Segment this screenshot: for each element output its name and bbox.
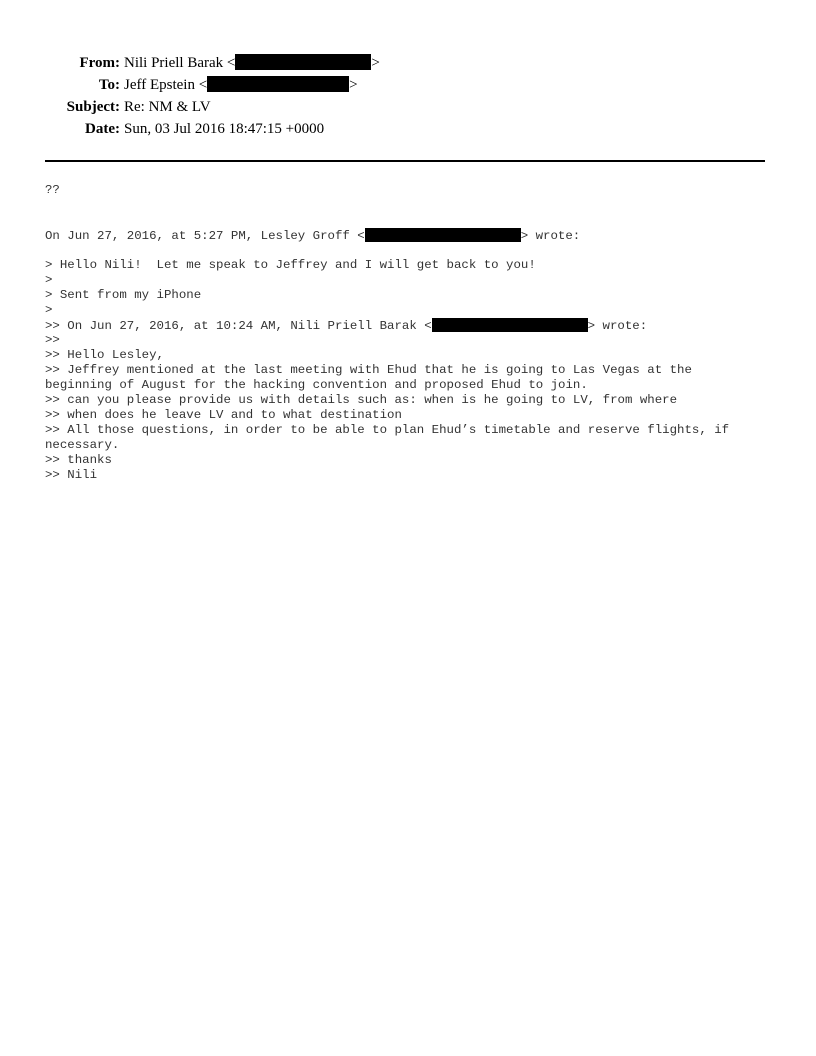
body-line: >> Nili — [45, 468, 98, 482]
date-label: Date: — [85, 121, 120, 137]
quote-attribution — [45, 318, 770, 333]
attribution-suffix: > wrote: — [587, 319, 648, 333]
redacted-email-block — [235, 54, 371, 70]
to-name: Jeff Epstein < — [124, 77, 208, 93]
body-line: >> All those questions, in order to be able to plan Ehud’s timetable and reserve flights, if — [45, 423, 730, 437]
body-line: >> when does he leave LV and to what destination — [45, 408, 402, 422]
to-value — [124, 74, 358, 96]
email-body — [45, 183, 770, 483]
redacted-email-block — [432, 318, 588, 332]
from-name: Nili Priell Barak < — [124, 55, 236, 71]
email-header — [0, 52, 816, 140]
from-value — [124, 52, 380, 74]
body-line: >> thanks — [45, 453, 112, 467]
redacted-email-block — [365, 228, 521, 242]
attribution-suffix: > wrote: — [520, 229, 581, 243]
body-line: > — [45, 273, 53, 287]
blank-line — [45, 243, 770, 258]
to-label: To: — [98, 77, 120, 93]
blank-line — [45, 198, 770, 213]
body-line: >> can you please provide us with details such as: when is he going to LV, from where — [45, 393, 678, 407]
body-line: necessary. — [45, 438, 120, 452]
from-row — [0, 52, 816, 74]
blank-line — [45, 213, 770, 228]
body-line: beginning of August for the hacking convention and proposed Ehud to join. — [45, 378, 588, 392]
header-divider — [45, 160, 765, 162]
body-line: >> Hello Lesley, — [45, 348, 164, 362]
redacted-email-block — [207, 76, 349, 92]
date-row — [0, 118, 816, 140]
body-line: >> Jeffrey mentioned at the last meeting with Ehud that he is going to Las Vegas at the — [45, 363, 692, 377]
date-value: Sun, 03 Jul 2016 18:47:15 +0000 — [124, 121, 325, 137]
from-label: From: — [79, 55, 120, 71]
subject-value: Re: NM & LV — [124, 99, 211, 115]
to-close: > — [349, 77, 358, 93]
body-line: ?? — [45, 183, 60, 197]
attribution-text: >> On Jun 27, 2016, at 10:24 AM, Nili Priell Barak < — [45, 319, 432, 333]
body-line: > Sent from my iPhone — [45, 288, 202, 302]
quote-attribution — [45, 228, 770, 243]
subject-row — [0, 96, 816, 118]
from-close: > — [371, 55, 380, 71]
body-line: >> — [45, 333, 60, 347]
to-row — [0, 74, 816, 96]
subject-label: Subject: — [66, 99, 120, 115]
body-line: > Hello Nili! Let me speak to Jeffrey and I will get back to you! — [45, 258, 536, 272]
attribution-text: On Jun 27, 2016, at 5:27 PM, Lesley Groff < — [45, 229, 365, 243]
body-line: > — [45, 303, 53, 317]
